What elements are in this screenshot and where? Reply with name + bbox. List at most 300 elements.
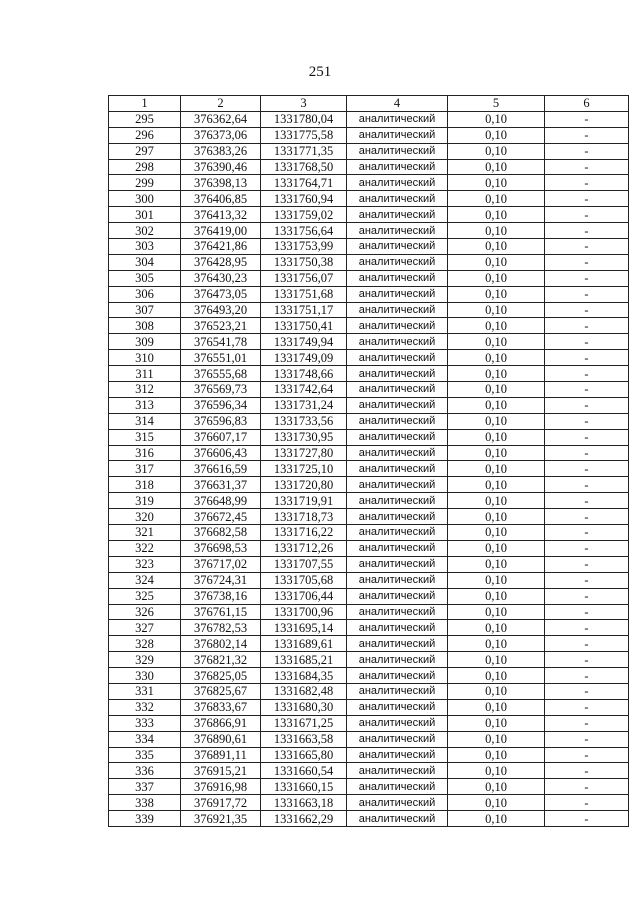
method-cell: аналитический bbox=[347, 270, 448, 286]
note-cell: - bbox=[545, 525, 629, 541]
method-cell: аналитический bbox=[347, 207, 448, 223]
note-cell: - bbox=[545, 747, 629, 763]
table-row bbox=[109, 731, 629, 747]
point-number-cell: 331 bbox=[109, 683, 181, 699]
y-coordinate-cell: 1331725,10 bbox=[261, 461, 347, 477]
accuracy-cell: 0,10 bbox=[448, 779, 545, 795]
method-cell: аналитический bbox=[347, 763, 448, 779]
x-coordinate-cell: 376430,23 bbox=[181, 270, 261, 286]
table-row bbox=[109, 334, 629, 350]
page-number: 251 bbox=[308, 64, 332, 80]
table-row bbox=[109, 572, 629, 588]
note-cell: - bbox=[545, 350, 629, 366]
x-coordinate-cell: 376921,35 bbox=[181, 811, 261, 827]
point-number-cell: 313 bbox=[109, 397, 181, 413]
note-cell: - bbox=[545, 715, 629, 731]
table-row bbox=[109, 477, 629, 493]
x-coordinate-cell: 376383,26 bbox=[181, 143, 261, 159]
accuracy-cell: 0,10 bbox=[448, 747, 545, 763]
note-cell: - bbox=[545, 763, 629, 779]
note-cell: - bbox=[545, 731, 629, 747]
table-row bbox=[109, 461, 629, 477]
point-number-cell: 315 bbox=[109, 429, 181, 445]
table-row bbox=[109, 397, 629, 413]
accuracy-cell: 0,10 bbox=[448, 652, 545, 668]
note-cell: - bbox=[545, 588, 629, 604]
y-coordinate-cell: 1331684,35 bbox=[261, 668, 347, 684]
x-coordinate-cell: 376413,32 bbox=[181, 207, 261, 223]
method-cell: аналитический bbox=[347, 239, 448, 255]
y-coordinate-cell: 1331716,22 bbox=[261, 525, 347, 541]
note-cell: - bbox=[545, 239, 629, 255]
note-cell: - bbox=[545, 413, 629, 429]
point-number-cell: 306 bbox=[109, 286, 181, 302]
column-header: 5 bbox=[448, 96, 545, 112]
method-cell: аналитический bbox=[347, 191, 448, 207]
accuracy-cell: 0,10 bbox=[448, 175, 545, 191]
method-cell: аналитический bbox=[347, 715, 448, 731]
point-number-cell: 339 bbox=[109, 811, 181, 827]
column-header: 6 bbox=[545, 96, 629, 112]
accuracy-cell: 0,10 bbox=[448, 159, 545, 175]
accuracy-cell: 0,10 bbox=[448, 620, 545, 636]
method-cell: аналитический bbox=[347, 127, 448, 143]
method-cell: аналитический bbox=[347, 779, 448, 795]
accuracy-cell: 0,10 bbox=[448, 397, 545, 413]
point-number-cell: 319 bbox=[109, 493, 181, 509]
x-coordinate-cell: 376724,31 bbox=[181, 572, 261, 588]
table-row bbox=[109, 191, 629, 207]
note-cell: - bbox=[545, 620, 629, 636]
accuracy-cell: 0,10 bbox=[448, 207, 545, 223]
y-coordinate-cell: 1331749,09 bbox=[261, 350, 347, 366]
y-coordinate-cell: 1331742,64 bbox=[261, 382, 347, 398]
point-number-cell: 310 bbox=[109, 350, 181, 366]
y-coordinate-cell: 1331720,80 bbox=[261, 477, 347, 493]
table-row bbox=[109, 159, 629, 175]
note-cell: - bbox=[545, 175, 629, 191]
method-cell: аналитический bbox=[347, 668, 448, 684]
method-cell: аналитический bbox=[347, 620, 448, 636]
y-coordinate-cell: 1331775,58 bbox=[261, 127, 347, 143]
x-coordinate-cell: 376782,53 bbox=[181, 620, 261, 636]
x-coordinate-cell: 376541,78 bbox=[181, 334, 261, 350]
accuracy-cell: 0,10 bbox=[448, 239, 545, 255]
method-cell: аналитический bbox=[347, 350, 448, 366]
accuracy-cell: 0,10 bbox=[448, 477, 545, 493]
x-coordinate-cell: 376555,68 bbox=[181, 366, 261, 382]
table-row bbox=[109, 223, 629, 239]
note-cell: - bbox=[545, 636, 629, 652]
method-cell: аналитический bbox=[347, 445, 448, 461]
point-number-cell: 317 bbox=[109, 461, 181, 477]
method-cell: аналитический bbox=[347, 159, 448, 175]
method-cell: аналитический bbox=[347, 334, 448, 350]
accuracy-cell: 0,10 bbox=[448, 445, 545, 461]
note-cell: - bbox=[545, 334, 629, 350]
x-coordinate-cell: 376362,64 bbox=[181, 111, 261, 127]
table-row bbox=[109, 318, 629, 334]
accuracy-cell: 0,10 bbox=[448, 795, 545, 811]
note-cell: - bbox=[545, 223, 629, 239]
y-coordinate-cell: 1331718,73 bbox=[261, 509, 347, 525]
y-coordinate-cell: 1331712,26 bbox=[261, 540, 347, 556]
accuracy-cell: 0,10 bbox=[448, 556, 545, 572]
column-header: 3 bbox=[261, 96, 347, 112]
method-cell: аналитический bbox=[347, 397, 448, 413]
point-number-cell: 303 bbox=[109, 239, 181, 255]
accuracy-cell: 0,10 bbox=[448, 763, 545, 779]
x-coordinate-cell: 376473,05 bbox=[181, 286, 261, 302]
y-coordinate-cell: 1331685,21 bbox=[261, 652, 347, 668]
point-number-cell: 333 bbox=[109, 715, 181, 731]
y-coordinate-cell: 1331751,17 bbox=[261, 302, 347, 318]
note-cell: - bbox=[545, 159, 629, 175]
note-cell: - bbox=[545, 461, 629, 477]
point-number-cell: 332 bbox=[109, 699, 181, 715]
accuracy-cell: 0,10 bbox=[448, 413, 545, 429]
method-cell: аналитический bbox=[347, 175, 448, 191]
x-coordinate-cell: 376390,46 bbox=[181, 159, 261, 175]
x-coordinate-cell: 376916,98 bbox=[181, 779, 261, 795]
y-coordinate-cell: 1331759,02 bbox=[261, 207, 347, 223]
y-coordinate-cell: 1331662,29 bbox=[261, 811, 347, 827]
note-cell: - bbox=[545, 540, 629, 556]
y-coordinate-cell: 1331680,30 bbox=[261, 699, 347, 715]
method-cell: аналитический bbox=[347, 302, 448, 318]
point-number-cell: 312 bbox=[109, 382, 181, 398]
y-coordinate-cell: 1331750,38 bbox=[261, 254, 347, 270]
note-cell: - bbox=[545, 683, 629, 699]
note-cell: - bbox=[545, 779, 629, 795]
table-row bbox=[109, 525, 629, 541]
x-coordinate-cell: 376890,61 bbox=[181, 731, 261, 747]
point-number-cell: 304 bbox=[109, 254, 181, 270]
accuracy-cell: 0,10 bbox=[448, 731, 545, 747]
y-coordinate-cell: 1331689,61 bbox=[261, 636, 347, 652]
x-coordinate-cell: 376648,99 bbox=[181, 493, 261, 509]
y-coordinate-cell: 1331695,14 bbox=[261, 620, 347, 636]
point-number-cell: 334 bbox=[109, 731, 181, 747]
point-number-cell: 328 bbox=[109, 636, 181, 652]
x-coordinate-cell: 376523,21 bbox=[181, 318, 261, 334]
y-coordinate-cell: 1331727,80 bbox=[261, 445, 347, 461]
accuracy-cell: 0,10 bbox=[448, 683, 545, 699]
method-cell: аналитический bbox=[347, 731, 448, 747]
x-coordinate-cell: 376717,02 bbox=[181, 556, 261, 572]
x-coordinate-cell: 376825,67 bbox=[181, 683, 261, 699]
point-number-cell: 308 bbox=[109, 318, 181, 334]
y-coordinate-cell: 1331719,91 bbox=[261, 493, 347, 509]
y-coordinate-cell: 1331756,07 bbox=[261, 270, 347, 286]
column-header: 4 bbox=[347, 96, 448, 112]
note-cell: - bbox=[545, 493, 629, 509]
point-number-cell: 337 bbox=[109, 779, 181, 795]
x-coordinate-cell: 376802,14 bbox=[181, 636, 261, 652]
table-row bbox=[109, 620, 629, 636]
y-coordinate-cell: 1331660,15 bbox=[261, 779, 347, 795]
point-number-cell: 316 bbox=[109, 445, 181, 461]
table-row bbox=[109, 699, 629, 715]
x-coordinate-cell: 376698,53 bbox=[181, 540, 261, 556]
table-row bbox=[109, 779, 629, 795]
method-cell: аналитический bbox=[347, 652, 448, 668]
table-row bbox=[109, 175, 629, 191]
note-cell: - bbox=[545, 652, 629, 668]
table-row bbox=[109, 445, 629, 461]
note-cell: - bbox=[545, 270, 629, 286]
point-number-cell: 307 bbox=[109, 302, 181, 318]
table-row bbox=[109, 683, 629, 699]
method-cell: аналитический bbox=[347, 461, 448, 477]
y-coordinate-cell: 1331663,18 bbox=[261, 795, 347, 811]
note-cell: - bbox=[545, 477, 629, 493]
x-coordinate-cell: 376419,00 bbox=[181, 223, 261, 239]
point-number-cell: 318 bbox=[109, 477, 181, 493]
note-cell: - bbox=[545, 143, 629, 159]
x-coordinate-cell: 376682,58 bbox=[181, 525, 261, 541]
coordinates-table bbox=[108, 95, 629, 827]
method-cell: аналитический bbox=[347, 223, 448, 239]
y-coordinate-cell: 1331771,35 bbox=[261, 143, 347, 159]
note-cell: - bbox=[545, 254, 629, 270]
accuracy-cell: 0,10 bbox=[448, 334, 545, 350]
point-number-cell: 305 bbox=[109, 270, 181, 286]
y-coordinate-cell: 1331730,95 bbox=[261, 429, 347, 445]
note-cell: - bbox=[545, 397, 629, 413]
table-row bbox=[109, 270, 629, 286]
note-cell: - bbox=[545, 302, 629, 318]
accuracy-cell: 0,10 bbox=[448, 318, 545, 334]
table-row bbox=[109, 254, 629, 270]
point-number-cell: 300 bbox=[109, 191, 181, 207]
method-cell: аналитический bbox=[347, 572, 448, 588]
point-number-cell: 301 bbox=[109, 207, 181, 223]
x-coordinate-cell: 376738,16 bbox=[181, 588, 261, 604]
table-row bbox=[109, 540, 629, 556]
note-cell: - bbox=[545, 811, 629, 827]
table-row bbox=[109, 493, 629, 509]
accuracy-cell: 0,10 bbox=[448, 366, 545, 382]
accuracy-cell: 0,10 bbox=[448, 223, 545, 239]
table-row bbox=[109, 302, 629, 318]
table-row bbox=[109, 127, 629, 143]
note-cell: - bbox=[545, 556, 629, 572]
y-coordinate-cell: 1331706,44 bbox=[261, 588, 347, 604]
y-coordinate-cell: 1331665,80 bbox=[261, 747, 347, 763]
method-cell: аналитический bbox=[347, 382, 448, 398]
y-coordinate-cell: 1331682,48 bbox=[261, 683, 347, 699]
point-number-cell: 325 bbox=[109, 588, 181, 604]
point-number-cell: 298 bbox=[109, 159, 181, 175]
point-number-cell: 326 bbox=[109, 604, 181, 620]
y-coordinate-cell: 1331750,41 bbox=[261, 318, 347, 334]
note-cell: - bbox=[545, 127, 629, 143]
method-cell: аналитический bbox=[347, 286, 448, 302]
accuracy-cell: 0,10 bbox=[448, 270, 545, 286]
note-cell: - bbox=[545, 604, 629, 620]
note-cell: - bbox=[545, 445, 629, 461]
method-cell: аналитический bbox=[347, 540, 448, 556]
x-coordinate-cell: 376596,83 bbox=[181, 413, 261, 429]
table-row bbox=[109, 350, 629, 366]
method-cell: аналитический bbox=[347, 111, 448, 127]
method-cell: аналитический bbox=[347, 588, 448, 604]
accuracy-cell: 0,10 bbox=[448, 668, 545, 684]
point-number-cell: 302 bbox=[109, 223, 181, 239]
accuracy-cell: 0,10 bbox=[448, 588, 545, 604]
x-coordinate-cell: 376398,13 bbox=[181, 175, 261, 191]
note-cell: - bbox=[545, 795, 629, 811]
point-number-cell: 299 bbox=[109, 175, 181, 191]
x-coordinate-cell: 376825,05 bbox=[181, 668, 261, 684]
table-row bbox=[109, 143, 629, 159]
method-cell: аналитический bbox=[347, 795, 448, 811]
y-coordinate-cell: 1331751,68 bbox=[261, 286, 347, 302]
y-coordinate-cell: 1331671,25 bbox=[261, 715, 347, 731]
x-coordinate-cell: 376421,86 bbox=[181, 239, 261, 255]
x-coordinate-cell: 376866,91 bbox=[181, 715, 261, 731]
x-coordinate-cell: 376606,43 bbox=[181, 445, 261, 461]
note-cell: - bbox=[545, 382, 629, 398]
column-header: 2 bbox=[181, 96, 261, 112]
y-coordinate-cell: 1331764,71 bbox=[261, 175, 347, 191]
table-row bbox=[109, 286, 629, 302]
x-coordinate-cell: 376761,15 bbox=[181, 604, 261, 620]
note-cell: - bbox=[545, 191, 629, 207]
point-number-cell: 296 bbox=[109, 127, 181, 143]
y-coordinate-cell: 1331700,96 bbox=[261, 604, 347, 620]
accuracy-cell: 0,10 bbox=[448, 429, 545, 445]
y-coordinate-cell: 1331760,94 bbox=[261, 191, 347, 207]
table-row bbox=[109, 382, 629, 398]
x-coordinate-cell: 376428,95 bbox=[181, 254, 261, 270]
point-number-cell: 330 bbox=[109, 668, 181, 684]
accuracy-cell: 0,10 bbox=[448, 540, 545, 556]
accuracy-cell: 0,10 bbox=[448, 127, 545, 143]
table-row bbox=[109, 588, 629, 604]
x-coordinate-cell: 376373,06 bbox=[181, 127, 261, 143]
y-coordinate-cell: 1331780,04 bbox=[261, 111, 347, 127]
method-cell: аналитический bbox=[347, 509, 448, 525]
point-number-cell: 338 bbox=[109, 795, 181, 811]
point-number-cell: 336 bbox=[109, 763, 181, 779]
table-row bbox=[109, 556, 629, 572]
accuracy-cell: 0,10 bbox=[448, 302, 545, 318]
x-coordinate-cell: 376607,17 bbox=[181, 429, 261, 445]
table-row bbox=[109, 111, 629, 127]
y-coordinate-cell: 1331663,58 bbox=[261, 731, 347, 747]
y-coordinate-cell: 1331748,66 bbox=[261, 366, 347, 382]
note-cell: - bbox=[545, 111, 629, 127]
accuracy-cell: 0,10 bbox=[448, 509, 545, 525]
x-coordinate-cell: 376672,45 bbox=[181, 509, 261, 525]
point-number-cell: 335 bbox=[109, 747, 181, 763]
point-number-cell: 295 bbox=[109, 111, 181, 127]
accuracy-cell: 0,10 bbox=[448, 699, 545, 715]
x-coordinate-cell: 376551,01 bbox=[181, 350, 261, 366]
method-cell: аналитический bbox=[347, 493, 448, 509]
method-cell: аналитический bbox=[347, 699, 448, 715]
x-coordinate-cell: 376631,37 bbox=[181, 477, 261, 493]
point-number-cell: 322 bbox=[109, 540, 181, 556]
accuracy-cell: 0,10 bbox=[448, 191, 545, 207]
accuracy-cell: 0,10 bbox=[448, 636, 545, 652]
table-row bbox=[109, 604, 629, 620]
accuracy-cell: 0,10 bbox=[448, 286, 545, 302]
method-cell: аналитический bbox=[347, 413, 448, 429]
method-cell: аналитический bbox=[347, 254, 448, 270]
accuracy-cell: 0,10 bbox=[448, 111, 545, 127]
method-cell: аналитический bbox=[347, 366, 448, 382]
table-row bbox=[109, 413, 629, 429]
y-coordinate-cell: 1331749,94 bbox=[261, 334, 347, 350]
method-cell: аналитический bbox=[347, 811, 448, 827]
table-row bbox=[109, 795, 629, 811]
method-cell: аналитический bbox=[347, 636, 448, 652]
point-number-cell: 324 bbox=[109, 572, 181, 588]
x-coordinate-cell: 376833,67 bbox=[181, 699, 261, 715]
table-row bbox=[109, 636, 629, 652]
method-cell: аналитический bbox=[347, 318, 448, 334]
method-cell: аналитический bbox=[347, 429, 448, 445]
x-coordinate-cell: 376917,72 bbox=[181, 795, 261, 811]
method-cell: аналитический bbox=[347, 556, 448, 572]
note-cell: - bbox=[545, 699, 629, 715]
x-coordinate-cell: 376596,34 bbox=[181, 397, 261, 413]
table-row bbox=[109, 747, 629, 763]
x-coordinate-cell: 376616,59 bbox=[181, 461, 261, 477]
note-cell: - bbox=[545, 207, 629, 223]
x-coordinate-cell: 376406,85 bbox=[181, 191, 261, 207]
accuracy-cell: 0,10 bbox=[448, 572, 545, 588]
y-coordinate-cell: 1331756,64 bbox=[261, 223, 347, 239]
x-coordinate-cell: 376891,11 bbox=[181, 747, 261, 763]
table-row bbox=[109, 715, 629, 731]
accuracy-cell: 0,10 bbox=[448, 382, 545, 398]
point-number-cell: 323 bbox=[109, 556, 181, 572]
note-cell: - bbox=[545, 318, 629, 334]
method-cell: аналитический bbox=[347, 747, 448, 763]
note-cell: - bbox=[545, 572, 629, 588]
x-coordinate-cell: 376493,20 bbox=[181, 302, 261, 318]
table-header-row bbox=[109, 96, 629, 112]
method-cell: аналитический bbox=[347, 683, 448, 699]
table-row bbox=[109, 239, 629, 255]
note-cell: - bbox=[545, 668, 629, 684]
table-row bbox=[109, 763, 629, 779]
y-coordinate-cell: 1331733,56 bbox=[261, 413, 347, 429]
point-number-cell: 320 bbox=[109, 509, 181, 525]
point-number-cell: 297 bbox=[109, 143, 181, 159]
y-coordinate-cell: 1331660,54 bbox=[261, 763, 347, 779]
y-coordinate-cell: 1331753,99 bbox=[261, 239, 347, 255]
column-header: 1 bbox=[109, 96, 181, 112]
y-coordinate-cell: 1331707,55 bbox=[261, 556, 347, 572]
y-coordinate-cell: 1331731,24 bbox=[261, 397, 347, 413]
accuracy-cell: 0,10 bbox=[448, 254, 545, 270]
point-number-cell: 327 bbox=[109, 620, 181, 636]
point-number-cell: 311 bbox=[109, 366, 181, 382]
table-row bbox=[109, 429, 629, 445]
table-row bbox=[109, 509, 629, 525]
note-cell: - bbox=[545, 286, 629, 302]
method-cell: аналитический bbox=[347, 143, 448, 159]
note-cell: - bbox=[545, 429, 629, 445]
x-coordinate-cell: 376915,21 bbox=[181, 763, 261, 779]
x-coordinate-cell: 376569,73 bbox=[181, 382, 261, 398]
accuracy-cell: 0,10 bbox=[448, 715, 545, 731]
